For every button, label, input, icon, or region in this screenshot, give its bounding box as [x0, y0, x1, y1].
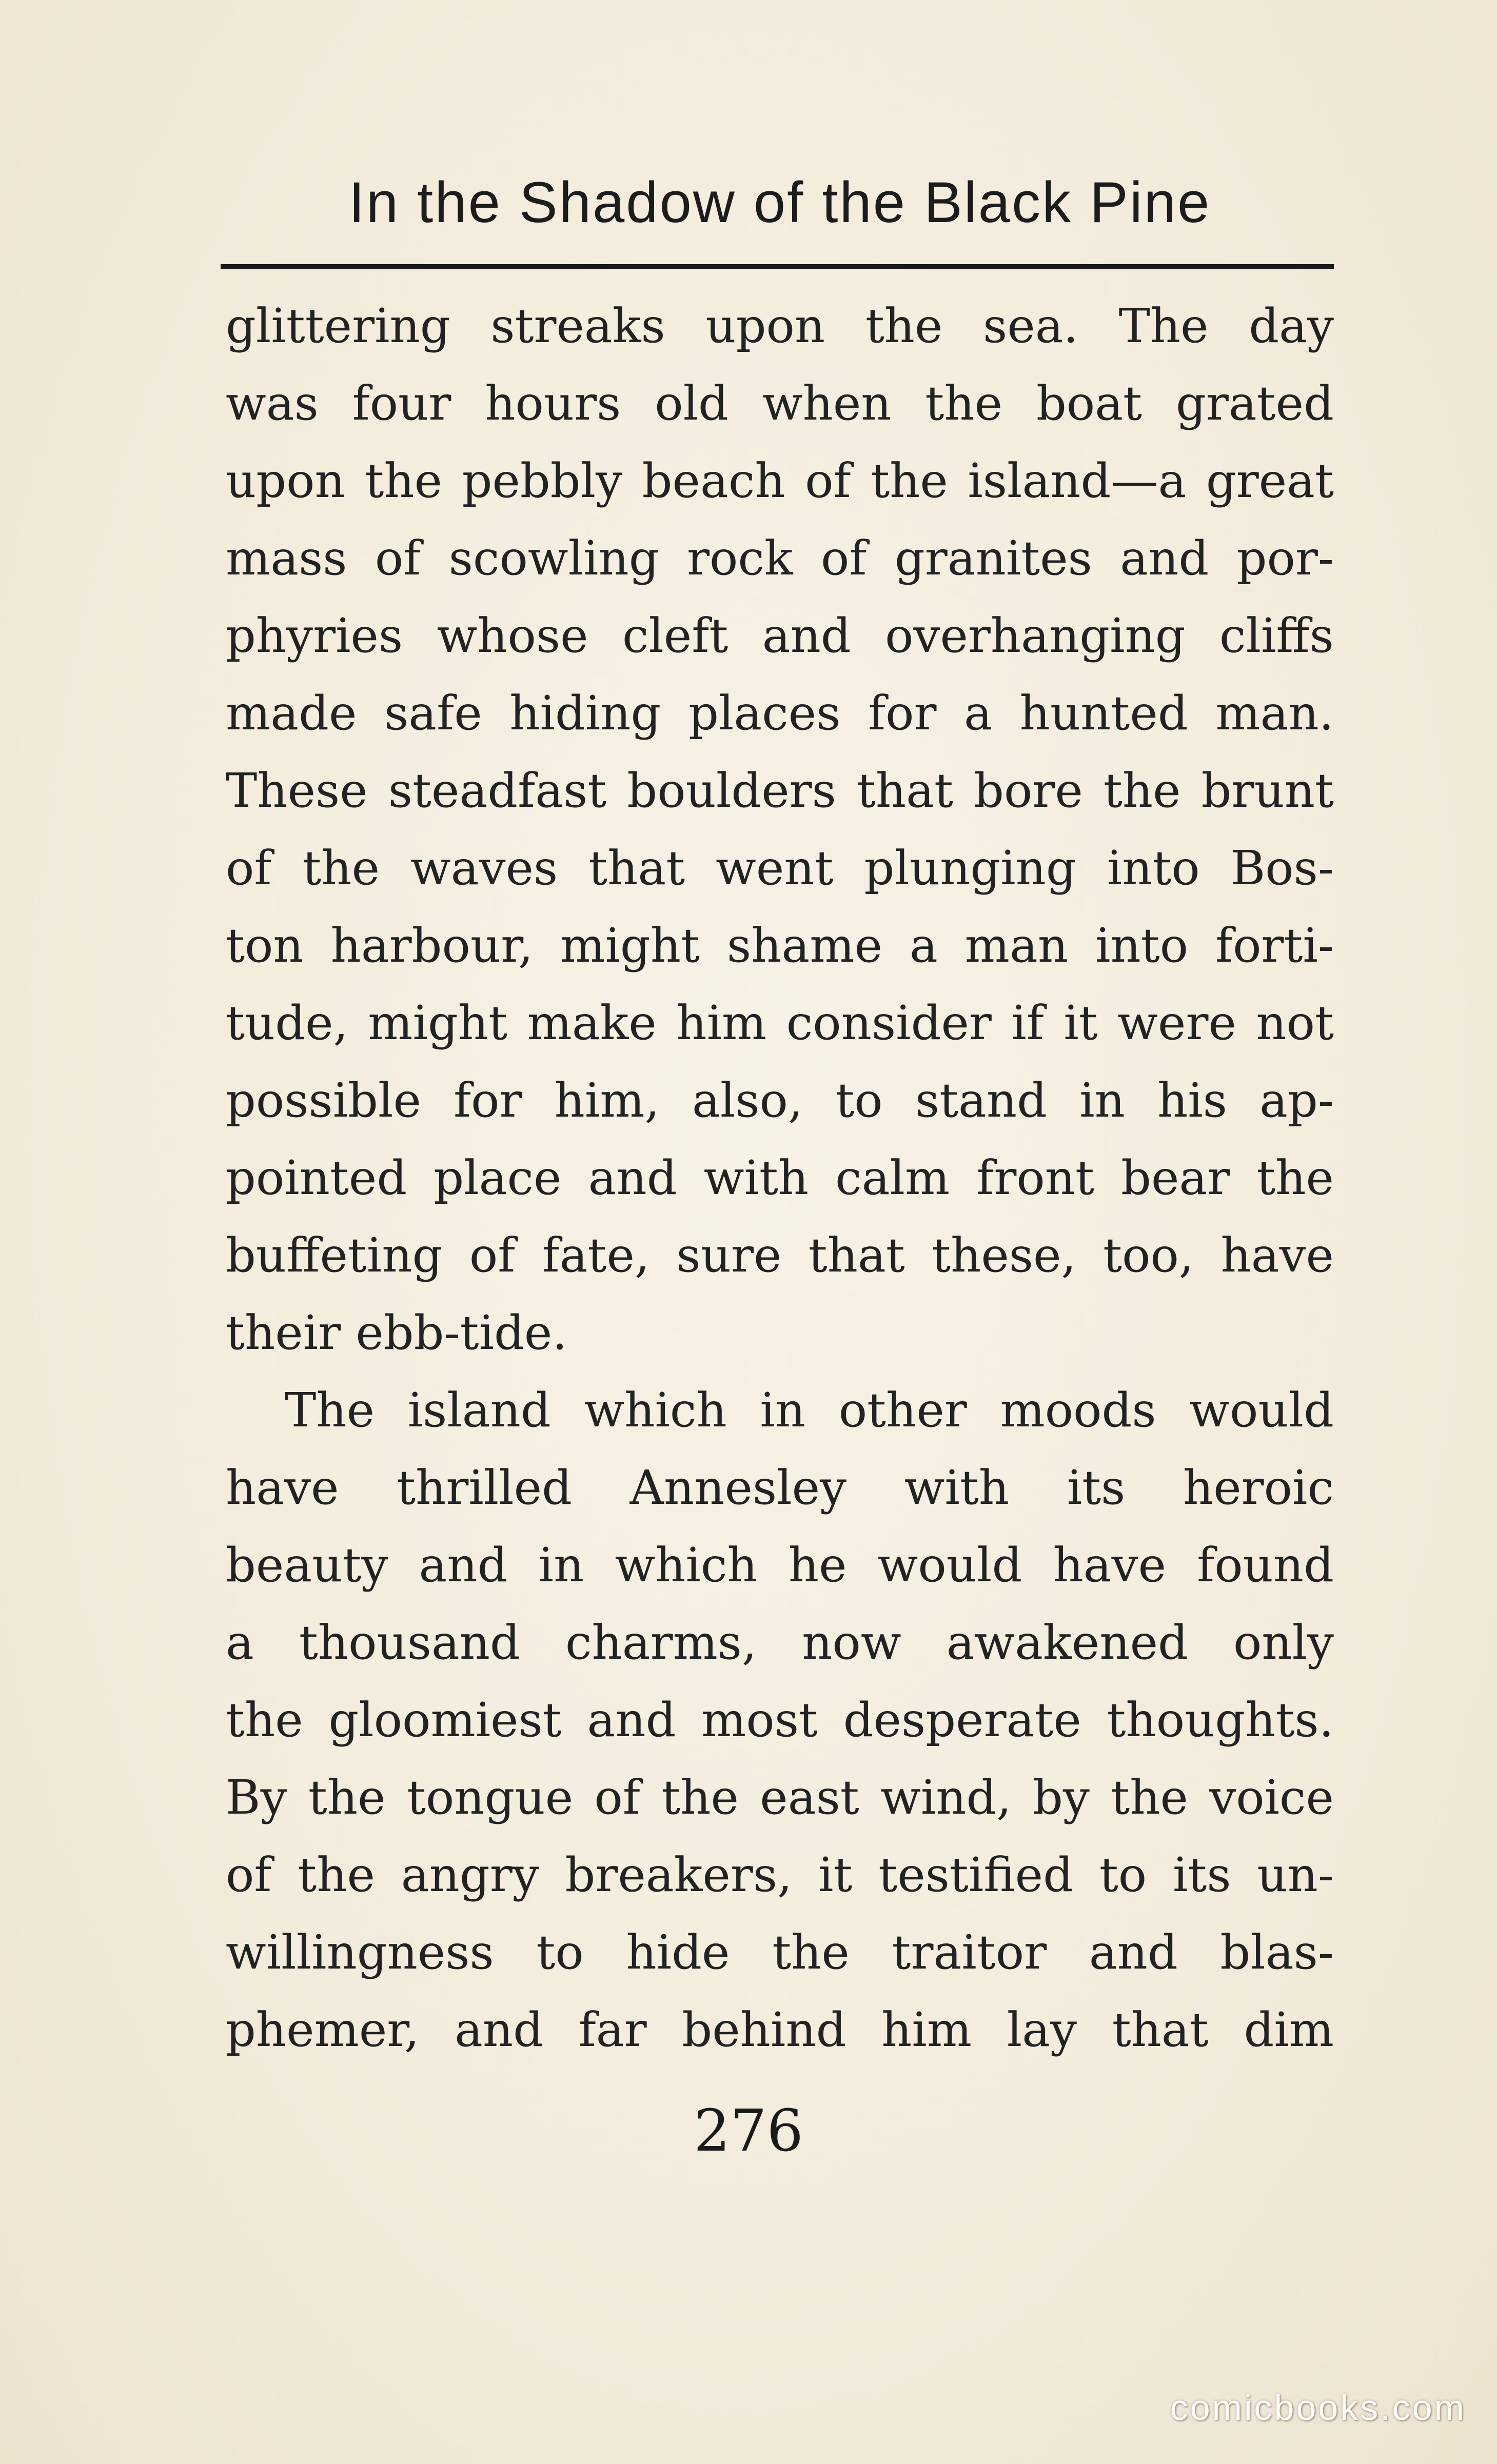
text-line: upon the pebbly beach of the island—a great	[226, 453, 1334, 508]
text-line: glittering streaks upon the sea. The day	[226, 299, 1334, 353]
text-line-paragraph-start: The island which in other moods would	[285, 1383, 1334, 1438]
text-line: a thousand charms, now awakened only	[226, 1615, 1334, 1670]
running-head: In the Shadow of the Black Pine	[348, 170, 1211, 234]
header-rule	[221, 264, 1334, 269]
text-line: have thrilled Annesley with its heroic	[226, 1460, 1334, 1515]
page-number: 276	[694, 2098, 803, 2164]
text-line: the gloomiest and most desperate thoughts.	[226, 1693, 1334, 1747]
text-line: beauty and in which he would have found	[226, 1538, 1334, 1593]
text-line: made safe hiding places for a hunted man.	[226, 686, 1334, 741]
text-line: willingness to hide the traitor and blas-	[226, 1925, 1334, 1980]
watermark: comicbooks.com	[1170, 2388, 1466, 2428]
text-line: possible for him, also, to stand in his ap-	[226, 1073, 1334, 1128]
text-line: of the angry breakers, it testified to its un-	[226, 1847, 1334, 1902]
text-line: ton harbour, might shame a man into forti-	[226, 918, 1334, 973]
text-line: These steadfast boulders that bore the brunt	[226, 763, 1334, 818]
text-line-paragraph-end: their ebb-tide.	[226, 1305, 567, 1360]
text-line: mass of scowling rock of granites and por-	[226, 531, 1334, 586]
text-line: phemer, and far behind him lay that dim	[226, 2002, 1334, 2057]
text-line: tude, might make him consider if it were not	[226, 996, 1334, 1050]
text-line: was four hours old when the boat grated	[226, 376, 1334, 431]
text-line: phyries whose cleft and overhanging cliffs	[226, 608, 1334, 663]
text-line: pointed place and with calm front bear the	[226, 1150, 1334, 1205]
text-line: By the tongue of the east wind, by the voice	[226, 1770, 1334, 1825]
text-line: of the waves that went plunging into Bos-	[226, 841, 1334, 896]
text-line: buffeting of fate, sure that these, too, have	[226, 1228, 1334, 1283]
body-text	[226, 287, 1334, 2069]
